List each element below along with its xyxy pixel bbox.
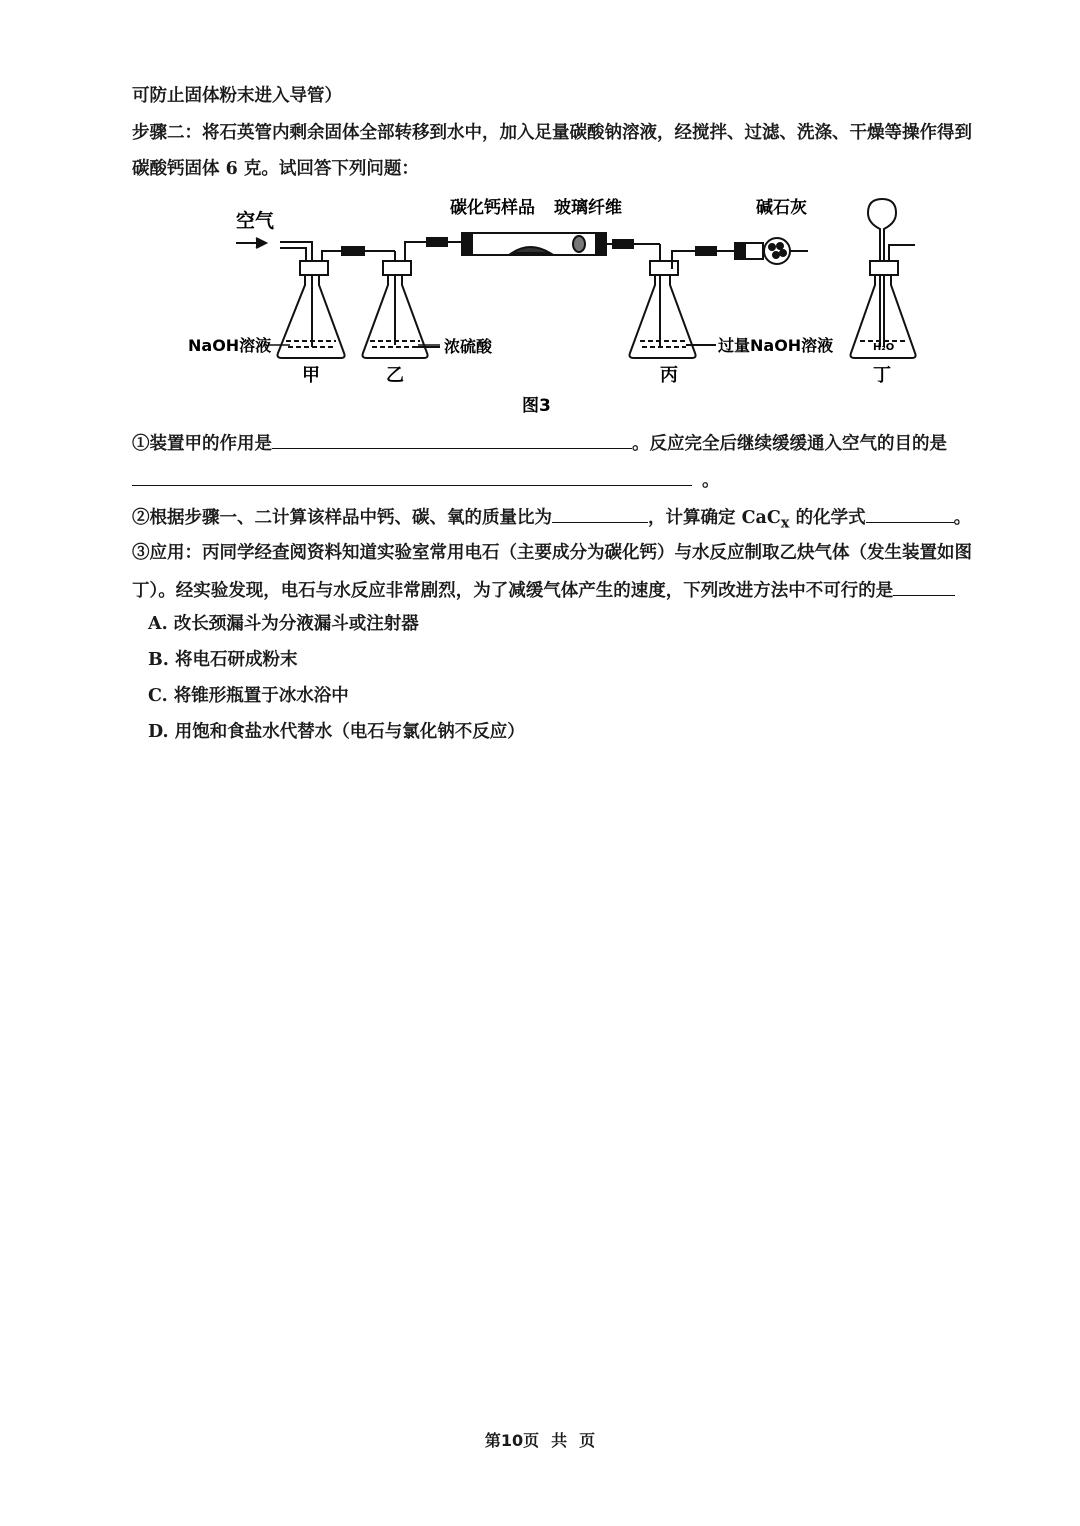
q2-prompt: ②根据步骤一、二计算该样品中钙、碳、氧的质量比为: [132, 508, 552, 528]
flask-bing-label: 丙: [660, 365, 678, 386]
q2-subscript: x: [780, 514, 790, 532]
figure-caption: 图3: [522, 396, 551, 416]
question-1-line-2: [132, 467, 720, 493]
q2-formula-prefix: ，计算确定 CaC: [648, 508, 781, 528]
q1-continuation: 。反应完全后继续缓缓通入空气的目的是: [632, 434, 947, 454]
q2-end: 。: [953, 508, 972, 528]
label-excess-naoh: 过量NaOH溶液: [718, 336, 834, 355]
intro-line-1: 可防止固体粉末进入导管）: [132, 86, 342, 106]
question-2-line: [132, 504, 971, 536]
apparatus-figure: [0, 185, 1080, 420]
label-soda-lime: 碱石灰: [756, 198, 807, 218]
flask-yi-label: 乙: [386, 365, 404, 386]
q1-prompt: ①装置甲的作用是: [132, 434, 272, 454]
q2-blank-formula[interactable]: [866, 504, 954, 523]
label-glass-fiber: 玻璃纤维: [554, 198, 622, 218]
question-3-line-1: ③应用：丙同学经查阅资料知道实验室常用电石（主要成分为碳化钙）与水反应制取乙炔气体（发生装置如图: [132, 543, 972, 563]
flask-jia-label: 甲: [302, 365, 320, 386]
q1-end: 。: [702, 471, 720, 491]
label-sample: 碳化钙样品: [450, 198, 535, 218]
label-h2so4: 浓硫酸: [444, 337, 493, 356]
footer-page-number: 第10页: [484, 1431, 540, 1450]
option-a[interactable]: A. 改长颈漏斗为分液漏斗或注射器: [148, 614, 419, 634]
flask-ding-label: 丁: [873, 365, 891, 386]
page-footer: [0, 1428, 1080, 1451]
intro-line-2: 步骤二：将石英管内剩余固体全部转移到水中，加入足量碳酸钠溶液，经搅拌、过滤、洗涤、干燥等操作得到: [132, 123, 972, 143]
option-c[interactable]: C. 将锥形瓶置于冰水浴中: [148, 686, 349, 706]
q1-blank-1[interactable]: [272, 430, 632, 449]
q2-blank-ratio[interactable]: [552, 504, 648, 523]
question-3-line-2: [132, 577, 955, 603]
label-air: 空气: [236, 210, 275, 232]
q3-prompt: 丁）。经实验发现，电石与水反应非常剧烈，为了减缓气体产生的速度，下列改进方法中不可行的是: [132, 581, 894, 601]
label-water: H₂O: [873, 342, 895, 353]
label-naoh: NaOH溶液: [188, 336, 272, 355]
option-b[interactable]: B. 将电石研成粉末: [148, 650, 298, 670]
footer-total: 共: [551, 1431, 568, 1450]
q2-formula-suffix: 的化学式: [789, 508, 866, 528]
footer-suffix: 页: [579, 1431, 596, 1450]
q1-blank-2[interactable]: [132, 467, 692, 486]
question-1-line: [132, 430, 947, 456]
q3-blank[interactable]: [893, 577, 955, 596]
intro-line-3: 碳酸钙固体 6 克。试回答下列问题：: [132, 159, 419, 179]
option-d[interactable]: D. 用饱和食盐水代替水（电石与氯化钠不反应）: [148, 722, 525, 742]
